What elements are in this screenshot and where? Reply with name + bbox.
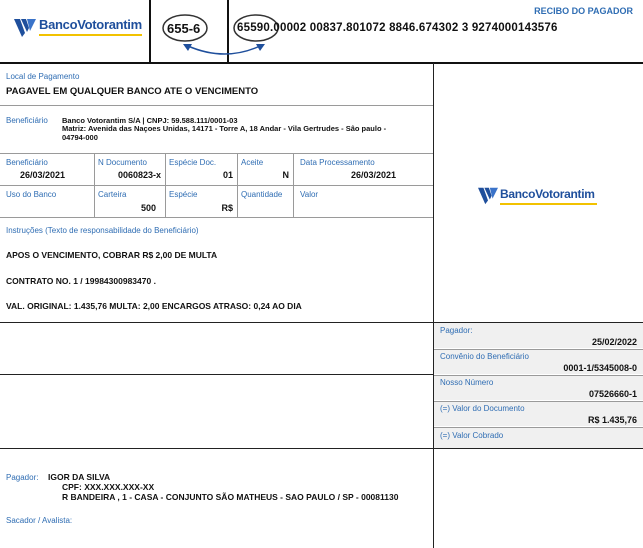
barcode-line: 65590.00002 00837.801072 8846.674302 3 9274000143576 [237,22,558,34]
bank-name: BancoVotorantim [39,17,142,32]
charged-value-label: (=) Valor Cobrado [440,431,504,440]
bank-logo-underline [39,34,142,36]
document-number-value: 0060823-x [117,170,161,180]
instruction-line-3: VAL. ORIGINAL: 1.435,76 MULTA: 2,00 ENCARGOS ATRASO: 0,24 AO DIA [6,301,302,311]
document-value-label: (=) Valor do Documento [440,404,525,413]
payer-cpf: CPF: XXX.XXX.XXX-XX [62,482,155,492]
our-number-label: Nosso Número [440,378,494,387]
payer-name: IGOR DA SILVA [48,472,111,482]
wallet-value: 500 [140,203,156,213]
acceptance-label: Aceite [241,158,264,167]
bank-use-label: Uso do Banco [6,190,57,199]
receipt-title: RECIBO DO PAGADOR [534,6,633,16]
beneficiary-line3: 04794-000 [62,133,98,142]
bank-code: 655-6 [167,21,201,36]
guarantor-label: Sacador / Avalista: [6,516,73,525]
processing-date-label: Data Processamento [300,158,375,167]
document-type-value: 01 [222,170,233,180]
document-number-label: N Documento [98,158,147,167]
agreement-label: Convênio do Beneficiário [440,352,529,361]
document-value-value: R$ 1.435,76 [587,415,637,425]
payment-location-value: PAGAVEL EM QUALQUER BANCO ATE O VENCIMENTO [6,86,259,97]
acceptance-value: N [282,170,289,180]
document-type-label: Espécie Doc. [169,158,217,167]
panel-bank-logo-icon [478,185,498,205]
panel-bank-logo [478,184,608,212]
wallet-label: Carteira [98,190,127,199]
instruction-line-2: CONTRATO NO. 1 / 19984300983470 . [6,276,156,286]
link-arrow-icon [180,40,270,62]
bank-code-circle [160,13,210,43]
panel-bank-logo-underline [500,203,597,205]
payer-address: R BANDEIRA , 1 - CASA - CONJUNTO SÃO MATHEUS - SAO PAULO / SP - 00081130 [62,492,399,502]
payer-label: Pagador: [6,473,39,482]
row1-beneficiario-label: Beneficiário [6,158,48,167]
bank-logo [14,14,144,42]
beneficiary-label: Beneficiário [6,116,48,125]
value-label: Valor [300,190,319,199]
instruction-line-1: APOS O VENCIMENTO, COBRAR R$ 2,00 DE MULTA [6,250,218,260]
bank-logo-icon [14,16,36,38]
agreement-value: 0001-1/5345008-0 [563,363,637,373]
panel-bank-name: BancoVotorantim [500,187,595,201]
instructions-label: Instruções (Texto de responsabilidade do Beneficiário) [6,226,199,235]
quantity-label: Quantidade [241,190,283,199]
beneficiary-line2: Matriz: Avenida das Naçoes Unidas, 14171 - Torre A, 18 Andar - Vila Gertrudes - Sâo paulo - [62,124,387,133]
processing-date-value: 26/03/2021 [350,170,396,180]
right-payer-value: 25/02/2022 [591,337,637,347]
our-number-value: 07526660-1 [588,389,637,399]
row1-beneficiario-value: 26/03/2021 [20,170,66,180]
currency-type-label: Espécie [169,190,198,199]
currency-type-value: R$ [221,203,233,213]
beneficiary-line1: Banco Votorantim S/A | CNPJ: 59.588.111/0001-03 [62,116,238,125]
right-payer-label: Pagador: [440,326,473,335]
payment-location-label: Local de Pagamento [6,72,80,81]
